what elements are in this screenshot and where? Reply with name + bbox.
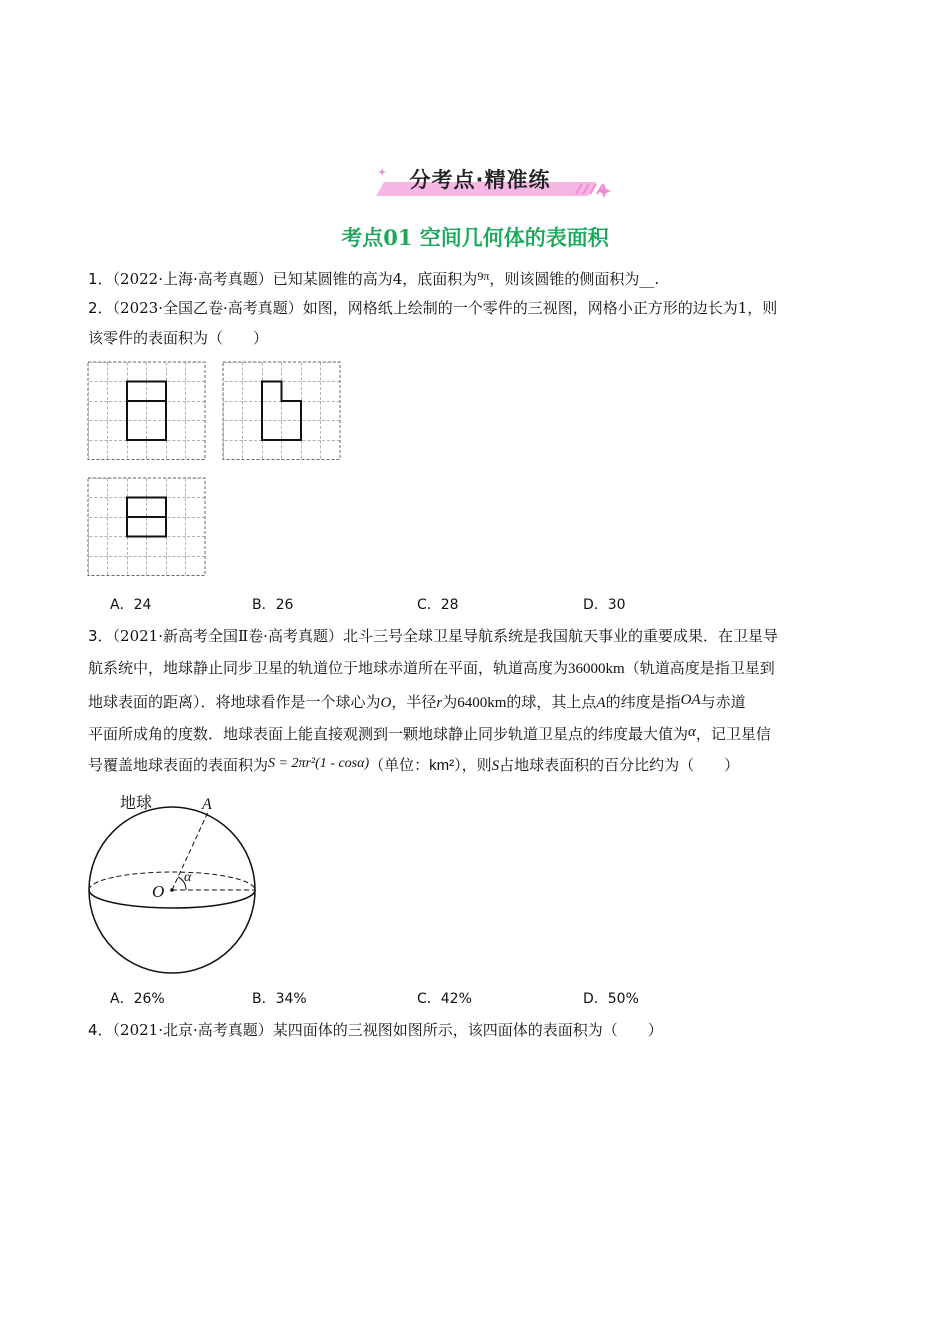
- question-4: [88, 1020, 663, 1040]
- question-source: （2023·全国乙卷·高考真题）: [112, 299, 303, 317]
- math-symbol: O: [380, 695, 392, 711]
- question-2-options: [110, 594, 710, 614]
- question-text: 占地球表面积的百分比约为（ ）: [499, 756, 740, 774]
- orbit-height: 36000km: [568, 661, 625, 677]
- question-text: （轨道高度是指卫星到: [624, 659, 775, 677]
- option-c[interactable]: C．42%: [417, 991, 472, 1007]
- math-symbol: α: [688, 724, 696, 740]
- question-number: 2．: [88, 299, 113, 317]
- question-text: ，半径: [391, 693, 437, 711]
- formula: S = 2πr²(1 - cosα): [268, 756, 370, 771]
- option-a[interactable]: A．24: [110, 597, 152, 613]
- point-a-label: A: [202, 796, 212, 813]
- top-view: [88, 478, 205, 576]
- earth-figure: [86, 788, 266, 978]
- section-banner: [376, 160, 616, 200]
- question-text: ），则: [454, 756, 492, 774]
- question-text: 号覆盖地球表面的表面积为: [88, 756, 269, 774]
- question-3-options: [110, 988, 710, 1008]
- side-view: [223, 362, 340, 460]
- question-source: （2022·上海·高考真题）: [112, 270, 273, 288]
- question-text: 地球表面的距离）．将地球看作是一个球心为: [88, 693, 381, 711]
- front-view: [88, 362, 205, 460]
- question-text: ，记卫星信: [695, 725, 771, 743]
- question-3: [88, 626, 778, 646]
- question-text: 北斗三号全球卫星导航系统是我国航天事业的重要成果．在卫星导: [342, 627, 778, 645]
- angle-label: α: [184, 870, 192, 885]
- question-text: 已知某圆锥的高为4，底面积为: [272, 270, 478, 288]
- math-symbol: S: [491, 758, 500, 774]
- earth-radius: 6400km: [457, 695, 507, 711]
- question-text: .: [654, 270, 660, 288]
- question-2-line-2: 该零件的表面积为（ ）: [88, 329, 269, 347]
- option-d[interactable]: D．30: [583, 597, 626, 613]
- option-b[interactable]: B．34%: [252, 991, 307, 1007]
- question-text: ，则该圆锥的侧面积为: [489, 270, 640, 288]
- banner-title: 分考点·精准练: [409, 168, 551, 192]
- question-number: 4．: [88, 1021, 113, 1039]
- question-3-line-5: [88, 754, 739, 776]
- question-text: 某四面体的三视图如图所示，该四面体的表面积为（ ）: [272, 1021, 663, 1039]
- math-symbol: r: [436, 695, 443, 711]
- question-1: [88, 266, 659, 289]
- math-symbol: OA: [680, 692, 701, 708]
- question-2: [88, 298, 777, 318]
- question-number: 1．: [88, 270, 113, 288]
- question-text: 与赤道: [700, 693, 746, 711]
- question-source: （2021·新高考全国Ⅱ卷·高考真题）: [112, 627, 343, 645]
- answer-blank: __: [639, 270, 655, 288]
- question-3-line-3: [88, 690, 746, 713]
- question-text: 的球，其上点: [506, 693, 597, 711]
- option-a[interactable]: A．26%: [110, 991, 165, 1007]
- option-b[interactable]: B．26: [252, 597, 294, 613]
- question-text: 为: [442, 693, 458, 711]
- section-title: 考点01 空间几何体的表面积: [341, 225, 609, 250]
- sphere-diagram: [86, 788, 266, 978]
- unit: km²: [429, 757, 455, 774]
- question-source: （2021·北京·高考真题）: [112, 1021, 273, 1039]
- question-text: 的纬度是指: [605, 693, 681, 711]
- option-d[interactable]: D．50%: [583, 991, 639, 1007]
- question-3-line-4: [88, 722, 771, 744]
- question-3-line-2: [88, 658, 775, 679]
- question-text: 航系统中，地球静止同步卫星的轨道位于地球赤道所在平面，轨道高度为: [88, 659, 569, 677]
- earth-label: 地球: [120, 793, 153, 812]
- point-o-label: O: [152, 882, 165, 901]
- option-c[interactable]: C．28: [417, 597, 459, 613]
- math-symbol: A: [596, 695, 606, 711]
- question-text: 如图，网格纸上绘制的一个零件的三视图，网格小正方形的边长为1，则: [302, 299, 778, 317]
- question-text: （单位：: [369, 756, 430, 774]
- three-view-figure: [86, 360, 346, 580]
- question-text: 平面所成角的度数．地球表面上能直接观测到一颗地球静止同步轨道卫星点的纬度最大值为: [88, 725, 689, 743]
- question-number: 3．: [88, 627, 113, 645]
- math-expression: 9π: [477, 269, 490, 283]
